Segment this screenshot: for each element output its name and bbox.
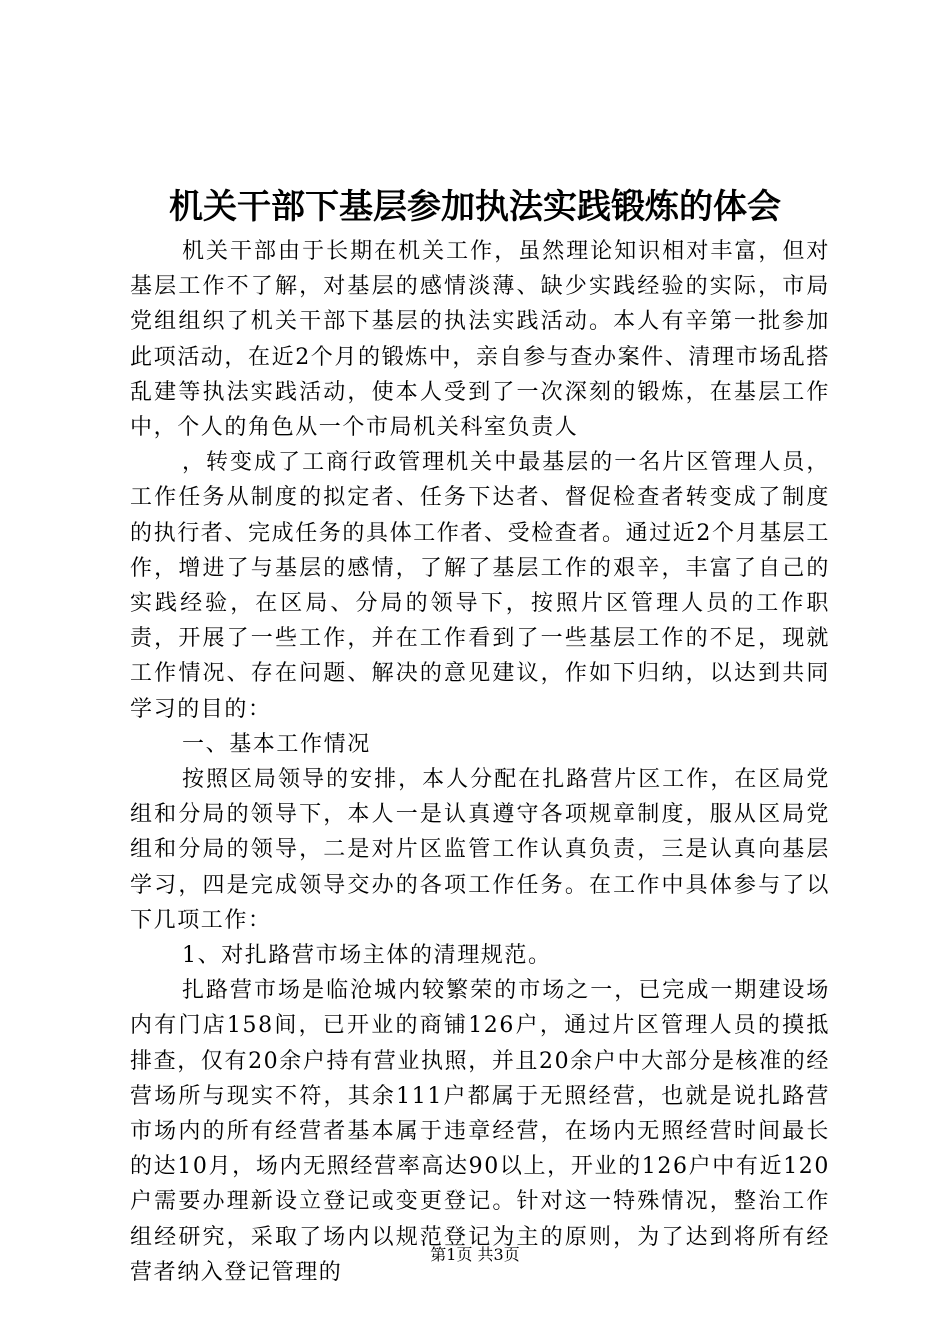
paragraph-market-details: 扎路营市场是临沧城内较繁荣的市场之一，已完成一期建设场内有门店158间，已开业的商铺126户，通过片区管理人员的摸抵排查，仅有20余户持有营业执照，并且20余户中大部分是核准的经营场所与现实不符，其余111户都属于无照经营，也就是说扎路营市场内的所有经营者基本属于违章经营，在场内无照经营时间最长的达10月，场内无照经营率高达90以上，开业的126户中有近120户需要办理新设立登记或变更登记。针对这一特殊情况，整治工作组经研究，采取了场内以规范登记为主的原则，为了达到将所有经营者纳入登记管理的 xyxy=(130,978,830,1285)
paragraph-role-change: ，转变成了工商行政管理机关中最基层的一名片区管理人员，工作任务从制度的拟定者、任务下达者、督促检查者转变成了制度的执行者、完成任务的具体工作者、受检查者。通过近2个月基层工作，增进了与基层的感情，了解了基层工作的艰辛，丰富了自己的实践经验，在区局、分局的领导下，按照片区管理人员的工作职责，开展了一些工作，并在工作看到了一些基层工作的不足，现就工作情况、存在问题、解决的意见建议，作如下归纳，以达到共同学习的目的： xyxy=(130,450,830,722)
page-footer: 第1页 共3页 xyxy=(430,1245,520,1264)
document-body xyxy=(130,234,830,1290)
subheading-market-cleanup: 1、对扎路营市场主体的清理规范。 xyxy=(182,943,552,969)
paragraph-work-arrangement: 按照区局领导的安排，本人分配在扎路营片区工作，在区局党组和分局的领导下，本人一是认真遵守各项规章制度，服从区局党组和分局的领导，二是对片区监管工作认真负责，三是认真向基层学习，四是完成领导交办的各项工作任务。在工作中具体参与了以下几项工作： xyxy=(130,767,830,933)
document-title: 机关干部下基层参加执法实践锻炼的体会 xyxy=(169,187,781,227)
paragraph-intro: 机关干部由于长期在机关工作，虽然理论知识相对丰富，但对基层工作不了解，对基层的感情淡薄、缺少实践经验的实际，市局党组组织了机关干部下基层的执法实践活动。本人有辛第一批参加此项活动，在近2个月的锻炼中，亲自参与查办案件、清理市场乱搭乱建等执法实践活动，使本人受到了一次深刻的锻炼，在基层工作中，个人的角色从一个市局机关科室负责人 xyxy=(130,239,830,441)
section-heading-basic-work: 一、基本工作情况 xyxy=(182,731,371,757)
